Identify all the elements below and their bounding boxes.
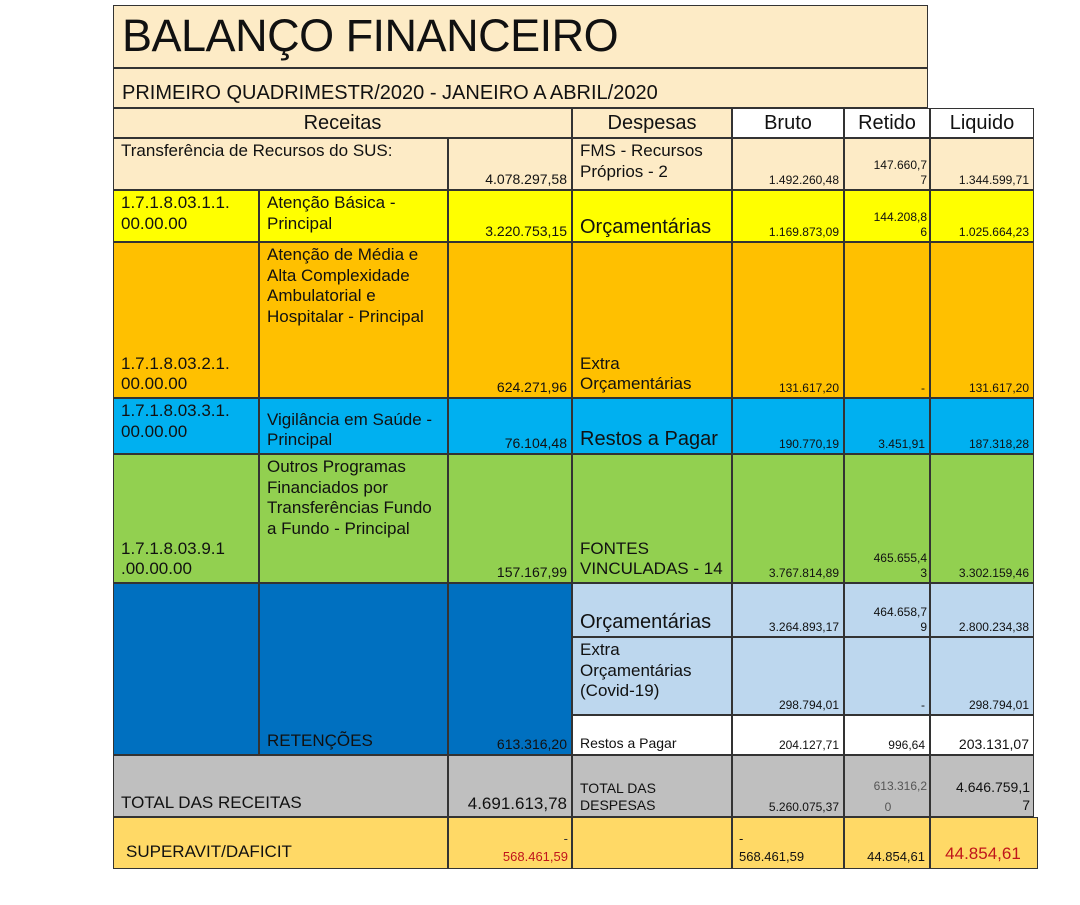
despesa-fms-liquido: 1.344.599,71: [930, 138, 1034, 190]
despesa-fms-retido-b: 7: [920, 173, 927, 188]
despesa-restos2-liquido: 203.131,07: [930, 715, 1034, 755]
receita-atencao-basica-value: 3.220.753,15: [448, 190, 572, 242]
header-receitas: Receitas: [113, 108, 572, 138]
header-retido: Retido: [844, 108, 930, 138]
receita-outros-code: 1.7.1.8.03.9.1 .00.00.00: [113, 454, 259, 583]
total-despesas-label: TOTAL DAS DESPESAS: [572, 755, 732, 817]
despesa-fontes-label: FONTES VINCULADAS - 14: [572, 454, 732, 583]
despesa-fontes-liquido: 3.302.159,46: [930, 454, 1034, 583]
total-despesas-retido-b: 0: [884, 800, 892, 815]
despesa-extra-bruto: 131.617,20: [732, 242, 844, 398]
receita-transferencia-label: Transferência de Recursos do SUS:: [113, 138, 448, 190]
superavit-liquido: 44.854,61: [930, 817, 1038, 869]
receita-vigilancia-code: 1.7.1.8.03.3.1. 00.00.00: [113, 398, 259, 454]
despesa-orcamentarias-label: Orçamentárias: [572, 190, 732, 242]
total-despesas-liquido-b: 7: [1022, 796, 1030, 813]
receita-media-alta-value: 624.271,96: [448, 242, 572, 398]
despesa-orcamentarias2-label: Orçamentárias: [572, 583, 732, 637]
despesa-fms-bruto: 1.492.260,48: [732, 138, 844, 190]
despesa-restos-label: Restos a Pagar: [572, 398, 732, 454]
despesa-orcamentarias2-bruto: 3.264.893,17: [732, 583, 844, 637]
superavit-label: SUPERAVIT/DAFICIT: [113, 817, 448, 869]
receita-vigilancia-label: Vigilância em Saúde - Principal: [259, 398, 448, 454]
despesa-orcamentarias2-retido: [844, 583, 930, 637]
despesa-restos2-retido: 996,64: [844, 715, 930, 755]
receita-media-alta-code: 1.7.1.8.03.2.1. 00.00.00: [113, 242, 259, 398]
despesa-extra-liquido: 131.617,20: [930, 242, 1034, 398]
receita-outros-value: 157.167,99: [448, 454, 572, 583]
despesa-fontes-retido-a: 465.655,4: [873, 550, 927, 565]
despesa-orcamentarias-retido: [844, 190, 930, 242]
receita-media-alta-label: Atenção de Média e Alta Complexidade Ambulatorial e Hospitalar - Principal: [259, 242, 448, 398]
despesa-fontes-retido-b: 3: [920, 566, 927, 581]
superavit-receitas-value: [448, 817, 572, 869]
despesa-fontes-retido: [844, 454, 930, 583]
page-title: BALANÇO FINANCEIRO: [113, 5, 928, 68]
despesa-fms-retido-a: 147.660,7: [873, 157, 927, 172]
receita-retencoes-code: [113, 583, 259, 755]
despesa-orcamentarias-liquido: 1.025.664,23: [930, 190, 1034, 242]
header-bruto: Bruto: [732, 108, 844, 138]
despesa-fontes-bruto: 3.767.814,89: [732, 454, 844, 583]
despesa-orcamentarias2-retido-b: 9: [920, 620, 927, 635]
despesa-restos-liquido: 187.318,28: [930, 398, 1034, 454]
receita-atencao-basica-label: Atenção Básica - Principal: [259, 190, 448, 242]
page-subtitle: PRIMEIRO QUADRIMESTR/2020 - JANEIRO A ABRIL/2020: [113, 68, 928, 108]
despesa-orcamentarias-retido-b: 6: [920, 225, 927, 240]
despesa-fms-retido: [844, 138, 930, 190]
total-despesas-liquido: [930, 755, 1034, 817]
total-despesas-retido-a: 613.316,2: [873, 778, 927, 793]
despesa-restos2-label: Restos a Pagar: [572, 715, 732, 755]
total-receitas-value: 4.691.613,78: [448, 755, 572, 817]
superavit-receitas-number: 568.461,59: [502, 848, 568, 864]
superavit-despesas-empty: [572, 817, 732, 869]
despesa-extra-covid-bruto: 298.794,01: [732, 637, 844, 715]
despesa-orcamentarias-retido-a: 144.208,8: [873, 209, 927, 224]
receita-vigilancia-value: 76.104,48: [448, 398, 572, 454]
total-despesas-bruto: 5.260.075,37: [732, 755, 844, 817]
despesa-extra-retido: -: [844, 242, 930, 398]
despesa-extra-covid-label: Extra Orçamentárias (Covid-19): [572, 637, 732, 715]
total-despesas-liquido-a: 4.646.759,1: [956, 778, 1030, 795]
total-despesas-retido: [844, 755, 930, 817]
receita-retencoes-value: 613.316,20: [448, 583, 572, 755]
despesa-restos-retido: 3.451,91: [844, 398, 930, 454]
despesa-restos-bruto: 190.770,19: [732, 398, 844, 454]
superavit-bruto: [732, 817, 844, 869]
despesa-orcamentarias-bruto: 1.169.873,09: [732, 190, 844, 242]
superavit-receitas-dash: -: [563, 830, 568, 846]
superavit-bruto-dash: -: [739, 830, 744, 846]
header-liquido: Liquido: [930, 108, 1034, 138]
receita-atencao-basica-code: 1.7.1.8.03.1.1. 00.00.00: [113, 190, 259, 242]
despesa-extra-covid-liquido: 298.794,01: [930, 637, 1034, 715]
receita-retencoes-label: RETENÇÕES: [259, 583, 448, 755]
despesa-restos2-bruto: 204.127,71: [732, 715, 844, 755]
despesa-fms-label: FMS - Recursos Próprios - 2: [572, 138, 732, 190]
despesa-extra-label: Extra Orçamentárias: [572, 242, 732, 398]
superavit-retido: 44.854,61: [844, 817, 930, 869]
receita-outros-label: Outros Programas Financiados por Transferências Fundo a Fundo - Principal: [259, 454, 448, 583]
superavit-bruto-number: 568.461,59: [739, 848, 805, 864]
despesa-orcamentarias2-liquido: 2.800.234,38: [930, 583, 1034, 637]
despesa-orcamentarias2-retido-a: 464.658,7: [873, 604, 927, 619]
receita-transferencia-value: 4.078.297,58: [448, 138, 572, 190]
total-receitas-label: TOTAL DAS RECEITAS: [113, 755, 448, 817]
despesa-extra-covid-retido: -: [844, 637, 930, 715]
header-despesas: Despesas: [572, 108, 732, 138]
